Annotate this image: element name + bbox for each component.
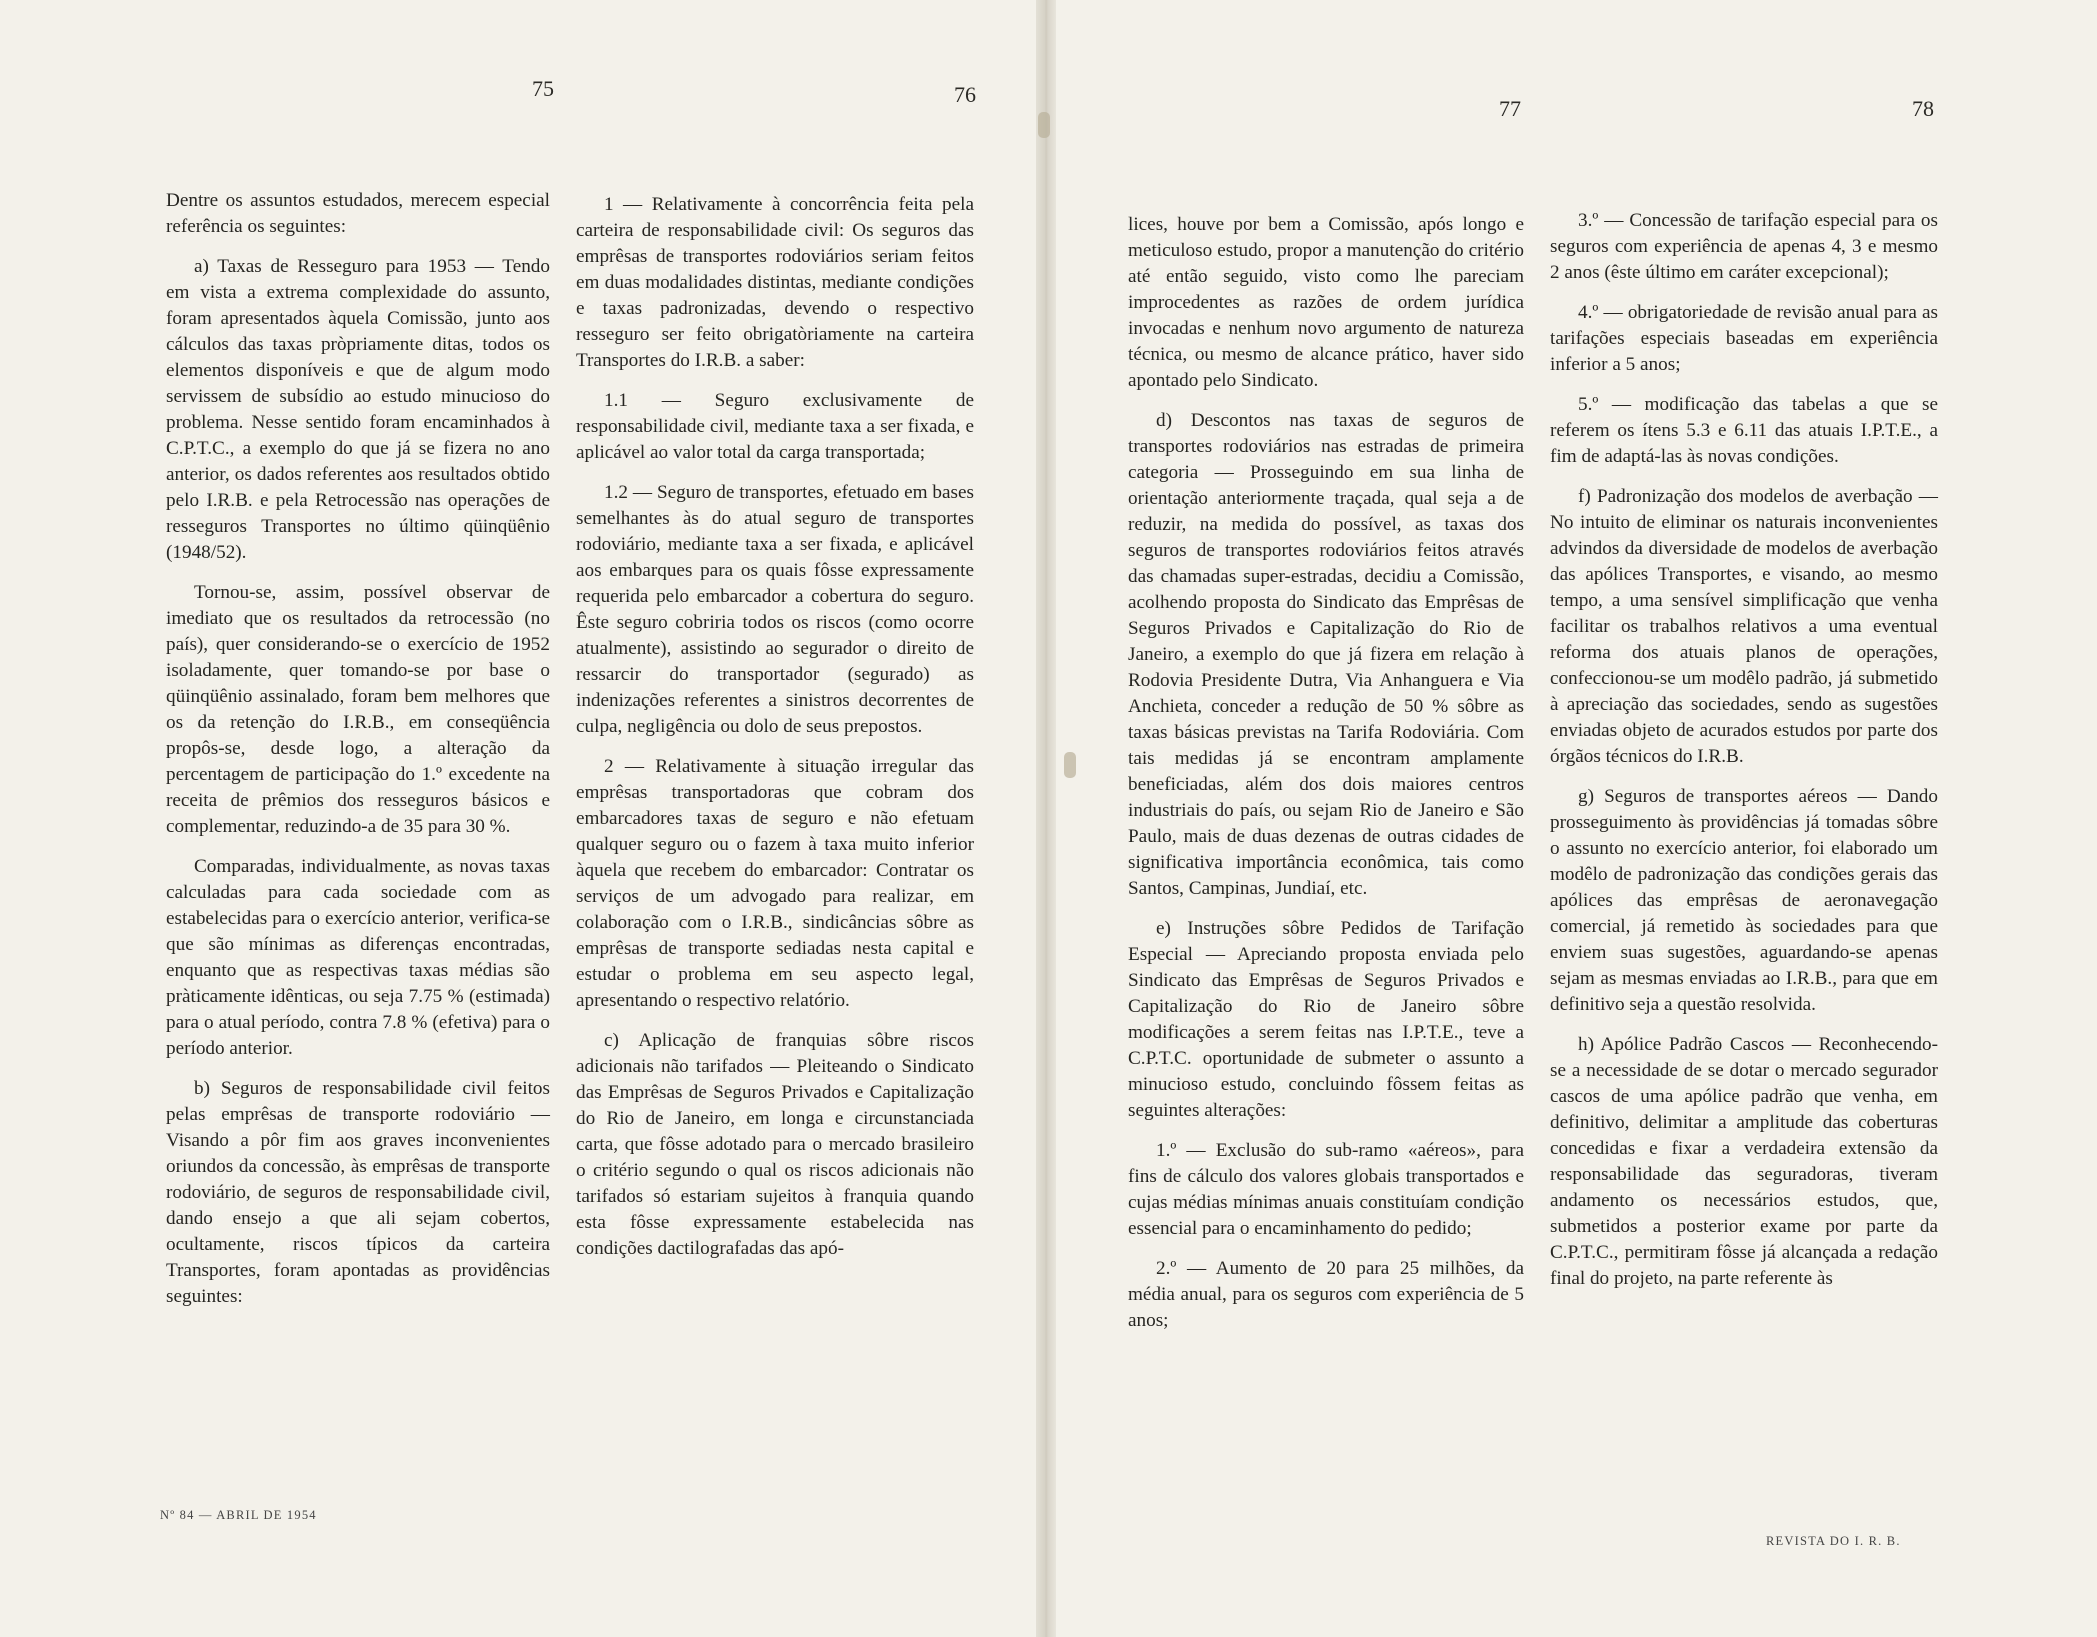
text-column-75 xyxy=(166,188,550,1324)
footer-issue: Nº 84 — ABRIL DE 1954 xyxy=(160,1508,317,1522)
text-column-76 xyxy=(576,192,974,1276)
paragraph: Tornou-se, assim, possível observar de imediato que os resultados da retrocessão (no país), quer considerando-se o exercício de 1952 isoladamente, quer tomando-se por base o qüinqüênio assinalado, foram bem melhores que os da retenção do I.R.B., em conseqüência propôs-se, desde logo, a alteração da percentagem de participação do 1.º excedente na receita de prêmios dos resseguros básicos e complementar, reduzindo-a de 35 para 30 %. xyxy=(166,582,550,837)
paragraph: Dentre os assuntos estudados, merecem especial referência os seguintes: xyxy=(166,190,550,237)
page-number-77: 77 xyxy=(1499,96,1521,121)
binding-staple-middle xyxy=(1064,752,1076,778)
paragraph: 3.º — Concessão de tarifação especial para os seguros com experiência de apenas 4, 3 e mesmo 2 anos (êste último em caráter excepcional); xyxy=(1550,210,1938,283)
paragraph: 2 — Relativamente à situação irregular das emprêsas transportadoras que cobram dos embarcadores taxas de seguro e não efetuam qualquer seguro ou o fazem à taxa muito inferior àquela que recebem do embarcador: Contratar os serviços de um advogado para realizar, em colaboração com o I.R.B., sindicâncias sôbre as emprêsas de transporte sediadas nesta capital e estudar o problema em seu aspecto legal, apresentando o respectivo relatório. xyxy=(576,756,974,1011)
page-number-78: 78 xyxy=(1912,96,1934,121)
paragraph: e) Instruções sôbre Pedidos de Tarifação Especial — Apreciando proposta enviada pelo Sindicato das Emprêsas de Seguros Privados e Capitalização do Rio de Janeiro sôbre modificações a serem feitas nas I.P.T.E., teve a C.P.T.C. oportunidade de submeter o assunto a minucioso estudo, concluindo fôssem feitas as seguintes alterações: xyxy=(1128,918,1524,1121)
paragraph: lices, houve por bem a Comissão, após longo e meticuloso estudo, propor a manutenção do critério até então seguido, visto como lhe pareciam improcedentes as razões de ordem jurídica invocadas e nenhum novo argumento de natureza técnica, ou mesmo de alcance prático, haver sido apontado pelo Sindicato. xyxy=(1128,214,1524,391)
paragraph: 1.º — Exclusão do sub-ramo «aéreos», para fins de cálculo dos valores globais transportados e cujas médias mínimas anuais constituíam condição essencial para o encaminhamento do pedido; xyxy=(1128,1140,1524,1239)
paragraph: 1.1 — Seguro exclusivamente de responsabilidade civil, mediante taxa a ser fixada, e aplicável ao valor total da carga transportada; xyxy=(576,390,974,463)
page-number-76: 76 xyxy=(954,82,976,107)
binding-staple-top xyxy=(1038,112,1050,138)
page-number-75: 75 xyxy=(532,76,554,101)
paragraph: f) Padronização dos modelos de averbação — No intuito de eliminar os naturais inconvenientes advindos da diversidade de modelos de averbação das apólices Transportes, e visando, ao mesmo tempo, a uma sensível simplificação que venha facilitar os trabalhos relativos a uma eventual reforma dos atuais planos de operações, confeccionou-se um modêlo padrão, já submetido à apreciação das sociedades, sendo as sugestões enviadas objeto de acurados estudos por parte dos órgãos técnicos do I.R.B. xyxy=(1550,486,1938,767)
paragraph: 5.º — modificação das tabelas a que se referem os ítens 5.3 e 6.11 das atuais I.P.T.E., a fim de adaptá-las às novas condições. xyxy=(1550,394,1938,467)
paragraph: 1.2 — Seguro de transportes, efetuado em bases semelhantes às do atual seguro de transportes rodoviário, mediante taxa a ser fixada, e aplicável aos embarques para os quais fôsse expressamente requerida pelo embarcador a cobertura do seguro. Êste seguro cobriria todos os riscos (como ocorre atualmente), assistindo ao segurador o direito de ressarcir do transportador (segurado) as indenizações referentes a sinistros decorrentes de culpa, negligência ou dolo de seus prepostos. xyxy=(576,482,974,737)
paragraph: 1 — Relativamente à concorrência feita pela carteira de responsabilidade civil: Os seguros das emprêsas de transportes rodoviários seriam feitos em duas modalidades distintas, mediante condições e taxas padronizadas, devendo o respectivo resseguro ser feito obrigatòriamente na carteira Transportes do I.R.B. a saber: xyxy=(576,194,974,371)
footer-journal: REVISTA DO I. R. B. xyxy=(1766,1534,1901,1548)
paragraph: d) Descontos nas taxas de seguros de transportes rodoviários nas estradas de primeira categoria — Prosseguindo em sua linha de orientação anteriormente traçada, qual seja a de reduzir, na medida do possível, as taxas dos seguros de transportes rodoviários feitos através das chamadas super-estradas, decidiu a Comissão, acolhendo proposta do Sindicato das Emprêsas de Seguros Privados e Capitalização do Rio de Janeiro, a exemplo do que já fizera em relação à Rodovia Presidente Dutra, Via Anhanguera e Via Anchieta, conceder a redução de 50 % sôbre as taxas básicas previstas na Tarifa Rodoviária. Com tais medidas já se encontram amplamente beneficiadas, além dos dois maiores centros industriais do país, ou sejam Rio de Janeiro e São Paulo, mais de duas dezenas de outras cidades de significativa importância econômica, tais como Santos, Campinas, Jundiaí, etc. xyxy=(1128,410,1524,899)
paragraph: g) Seguros de transportes aéreos — Dando prosseguimento às providências já tomadas sôbre o assunto no exercício anterior, foi elaborado um modêlo de padronização das condições gerais das apólices das emprêsas de aeronavegação comercial, já remetido às sociedades para que enviem suas sugestões, aguardando-se apenas sejam as mesmas enviadas ao I.R.B., para que em definitivo seja a questão resolvida. xyxy=(1550,786,1938,1015)
text-column-77 xyxy=(1128,212,1524,1348)
paragraph: a) Taxas de Resseguro para 1953 — Tendo em vista a extrema complexidade do assunto, foram apresentados àquela Comissão, junto aos cálculos das taxas pròpriamente ditas, todos os elementos disponíveis e que de algum modo servissem de subsídio ao estudo minucioso do problema. Nesse sentido foram encaminhados à C.P.T.C., a exemplo do que já se fizera no ano anterior, os dados referentes aos resultados obtido pelo I.R.B. e pela Retrocessão nas operações de resseguros Transportes no último qüinqüênio (1948/52). xyxy=(166,256,550,563)
paragraph: h) Apólice Padrão Cascos — Reconhecendo-se a necessidade de se dotar o mercado segurador cascos de uma apólice padrão que venha, em definitivo, delimitar a amplitude das coberturas concedidas e fixar a verdadeira extensão da responsabilidade das seguradoras, tiveram andamento os necessários estudos, que, submetidos a posterior exame por parte da C.P.T.C., permitiram fôsse já alcançada a redação final do projeto, na parte referente às xyxy=(1550,1034,1938,1289)
book-gutter xyxy=(1036,0,1056,1637)
paragraph: 4.º — obrigatoriedade de revisão anual para as tarifações especiais baseadas em experiência inferior a 5 anos; xyxy=(1550,302,1938,375)
paragraph: b) Seguros de responsabilidade civil feitos pelas emprêsas de transporte rodoviário — Visando a pôr fim aos graves inconvenientes oriundos da concessão, às emprêsas de transporte rodoviário, de seguros de responsabilidade civil, dando ensejo a que ali sejam cobertos, ocultamente, riscos típicos da carteira Transportes, foram apontadas as providências seguintes: xyxy=(166,1078,550,1307)
paragraph: Comparadas, individualmente, as novas taxas calculadas para cada sociedade com as estabelecidas para o exercício anterior, verifica-se que são mínimas as diferenças encontradas, enquanto que as respectivas taxas médias são pràticamente idênticas, ou seja 7.75 % (estimada) para o atual período, contra 7.8 % (efetiva) para o período anterior. xyxy=(166,856,550,1059)
paragraph: c) Aplicação de franquias sôbre riscos adicionais não tarifados — Pleiteando o Sindicato das Emprêsas de Seguros Privados e Capitalização do Rio de Janeiro, em longa e circunstanciada carta, que fôsse adotado para o mercado brasileiro o critério segundo o qual os riscos adicionais não tarifados só estariam sujeitos à franquia quando esta fôsse expressamente estabelecida nas condições dactilografadas das apó- xyxy=(576,1030,974,1259)
text-column-78 xyxy=(1550,208,1938,1306)
paragraph: 2.º — Aumento de 20 para 25 milhões, da média anual, para os seguros com experiência de 5 anos; xyxy=(1128,1258,1524,1331)
